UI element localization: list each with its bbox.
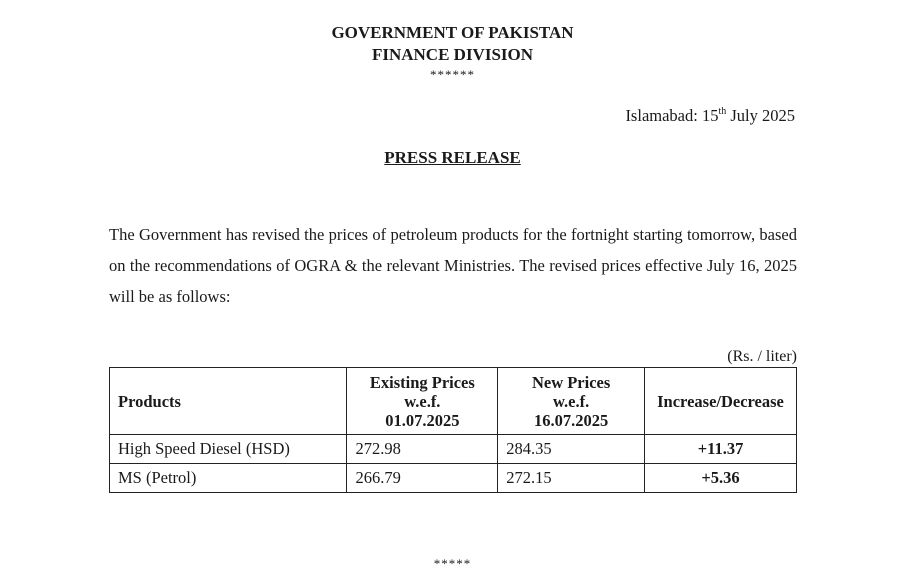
header-new-line1: New Prices	[531, 372, 611, 392]
closing-separator: *****	[433, 556, 472, 571]
header-products: Products	[110, 368, 347, 435]
cell-new-price: 284.35	[498, 435, 645, 464]
cell-existing-price: 272.98	[347, 435, 498, 464]
body-paragraph: The Government has revised the prices of petroleum products for the fortnight starting tomorrow, based on the recommendations of OGRA & the relevant Ministries. The revised prices effective July 16, 2025 will be as follows:	[109, 225, 797, 306]
dateline-place-day: Islamabad: 15	[625, 106, 719, 125]
unit-note: (Rs. / liter)	[727, 348, 797, 365]
header-government: GOVERNMENT OF PAKISTAN	[331, 23, 574, 42]
dateline-ordinal: th	[718, 106, 727, 117]
cell-existing-price: 266.79	[347, 464, 498, 493]
dateline-month-year: July 2025	[726, 106, 795, 125]
header-existing-line3: 01.07.2025	[385, 410, 460, 430]
header-new-prices	[498, 368, 645, 435]
dateline	[625, 106, 795, 126]
cell-new-price: 272.15	[498, 464, 645, 493]
table-header-row	[110, 368, 797, 435]
header-increase-decrease: Increase/Decrease	[645, 368, 797, 435]
cell-change: +11.37	[645, 435, 797, 464]
table-row	[110, 435, 797, 464]
press-release-title: PRESS RELEASE	[384, 148, 521, 167]
header-division: FINANCE DIVISION	[371, 45, 534, 64]
table-row	[110, 464, 797, 493]
header-separator: ******	[430, 67, 475, 82]
header-new-line2: w.e.f.	[553, 391, 590, 411]
cell-product: High Speed Diesel (HSD)	[110, 435, 347, 464]
header-existing-prices	[347, 368, 498, 435]
cell-product: MS (Petrol)	[110, 464, 347, 493]
header-existing-line2: w.e.f.	[404, 391, 441, 411]
price-table	[109, 367, 797, 493]
header-existing-line1: Existing Prices	[369, 372, 475, 392]
cell-change: +5.36	[645, 464, 797, 493]
header-new-line3: 16.07.2025	[534, 410, 609, 430]
